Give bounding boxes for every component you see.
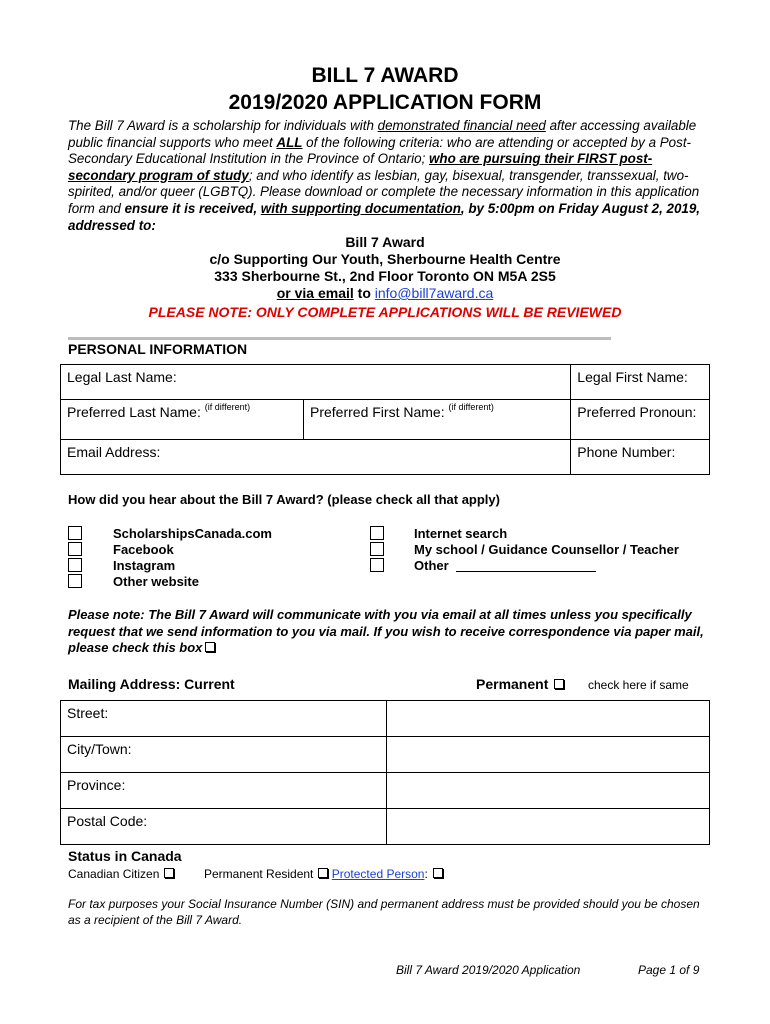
address-line-3: 333 Sherbourne St., 2nd Floor Toronto ON M5A 2S5 (214, 268, 556, 284)
personal-info-heading: PERSONAL INFORMATION (68, 341, 248, 357)
paper-mail-checkbox[interactable] (205, 642, 215, 652)
postal-code-field[interactable]: Postal Code: (61, 809, 387, 845)
protected-checkbox[interactable] (433, 868, 443, 878)
mailing-address-table (60, 700, 710, 845)
option-other: Other (414, 558, 449, 573)
city-field[interactable]: City/Town: (61, 737, 387, 773)
preferred-first-name-field[interactable]: Preferred First Name: $^{(if different)}$ (304, 400, 571, 440)
street-field[interactable]: Street: (61, 701, 387, 737)
tax-note: For tax purposes your Social Insurance Number (SIN) and permanent address must be provided should you be chosen as a recipient of the Bill 7 Award. (68, 897, 700, 927)
mailing-address-label: Mailing Address: Current (68, 676, 235, 692)
checkbox-instagram[interactable] (68, 558, 82, 572)
title-line-2: 2019/2020 APPLICATION FORM (228, 91, 542, 114)
phone-number-field[interactable]: Phone Number: (571, 440, 710, 475)
resident-checkbox[interactable] (318, 868, 328, 878)
option-other-website: Other website (113, 574, 199, 589)
postal-code-permanent-field[interactable] (387, 809, 710, 845)
option-facebook: Facebook (113, 542, 174, 557)
province-field[interactable]: Province: (61, 773, 387, 809)
permanent-label: Permanent (476, 676, 564, 692)
citizen-option: Canadian Citizen (68, 867, 174, 881)
checkbox-school[interactable] (370, 542, 384, 556)
address-line-2: c/o Supporting Our Youth, Sherbourne Health Centre (209, 251, 561, 267)
divider (68, 337, 611, 340)
province-permanent-field[interactable] (387, 773, 710, 809)
complete-applications-notice: PLEASE NOTE: ONLY COMPLETE APPLICATIONS WILL BE REVIEWED (148, 304, 622, 320)
street-permanent-field[interactable] (387, 701, 710, 737)
legal-last-name-field[interactable]: Legal Last Name: (61, 365, 571, 400)
option-scholarshipscanada: ScholarshipsCanada.com (113, 526, 272, 541)
same-label: check here if same (588, 678, 689, 692)
hear-question: How did you hear about the Bill 7 Award? (please check all that apply) (68, 492, 500, 507)
intro-paragraph: The Bill 7 Award is a scholarship for individuals with demonstrated financial need after accessing available public financial supports who meet ALL of the following criteria: who are attending or accepted by a Post-Secondary Educational Institution in the Province of Ontario; who are pursuing their FIRST post-secondary program of study; and who identify as lesbian, gay, bisexual, transgender, transsexual, two-spirited, and/or queer (LGBTQ). Please download or complete the necessary information in this application form and ensure it is received, with supporting documentation, by 5:00pm on Friday August 2, 2019, addressed to: (68, 118, 701, 233)
option-instagram: Instagram (113, 558, 176, 573)
checkbox-scholarshipscanada[interactable] (68, 526, 82, 540)
option-school: My school / Guidance Counsellor / Teacher (414, 542, 679, 557)
checkbox-internet-search[interactable] (370, 526, 384, 540)
legal-first-name-field[interactable]: Legal First Name: (571, 365, 710, 400)
title-line-1: BILL 7 AWARD (311, 64, 459, 87)
other-blank-line[interactable] (456, 571, 596, 572)
checkbox-other-website[interactable] (68, 574, 82, 588)
footer-doc-title: Bill 7 Award 2019/2020 Application (396, 963, 581, 977)
permanent-checkbox[interactable] (554, 679, 564, 689)
checkbox-facebook[interactable] (68, 542, 82, 556)
email-line: or via email to info@bill7award.ca (276, 285, 494, 301)
option-internet-search: Internet search (414, 526, 508, 541)
footer-page-number: Page 1 of 9 (638, 963, 700, 977)
city-permanent-field[interactable] (387, 737, 710, 773)
resident-option: Permanent Resident Protected Person: (204, 867, 443, 881)
email-address-field[interactable]: Email Address: (61, 440, 571, 475)
address-line-1: Bill 7 Award (345, 234, 425, 250)
protected-person-link[interactable]: Protected Person (331, 867, 425, 881)
preferred-pronoun-field[interactable]: Preferred Pronoun: (571, 400, 710, 440)
mail-note: Please note: The Bill 7 Award will communicate with you via email at all times unless you specifically request that we send information to you via mail. If you wish to receive correspondence via paper mail, please check this box (68, 607, 704, 655)
status-heading: Status in Canada (68, 848, 182, 864)
checkbox-other[interactable] (370, 558, 384, 572)
personal-info-table (60, 364, 710, 475)
citizen-checkbox[interactable] (164, 868, 174, 878)
email-link[interactable]: info@bill7award.ca (374, 285, 494, 301)
preferred-last-name-field[interactable]: Preferred Last Name: $^{(if different)}$ (61, 400, 304, 440)
